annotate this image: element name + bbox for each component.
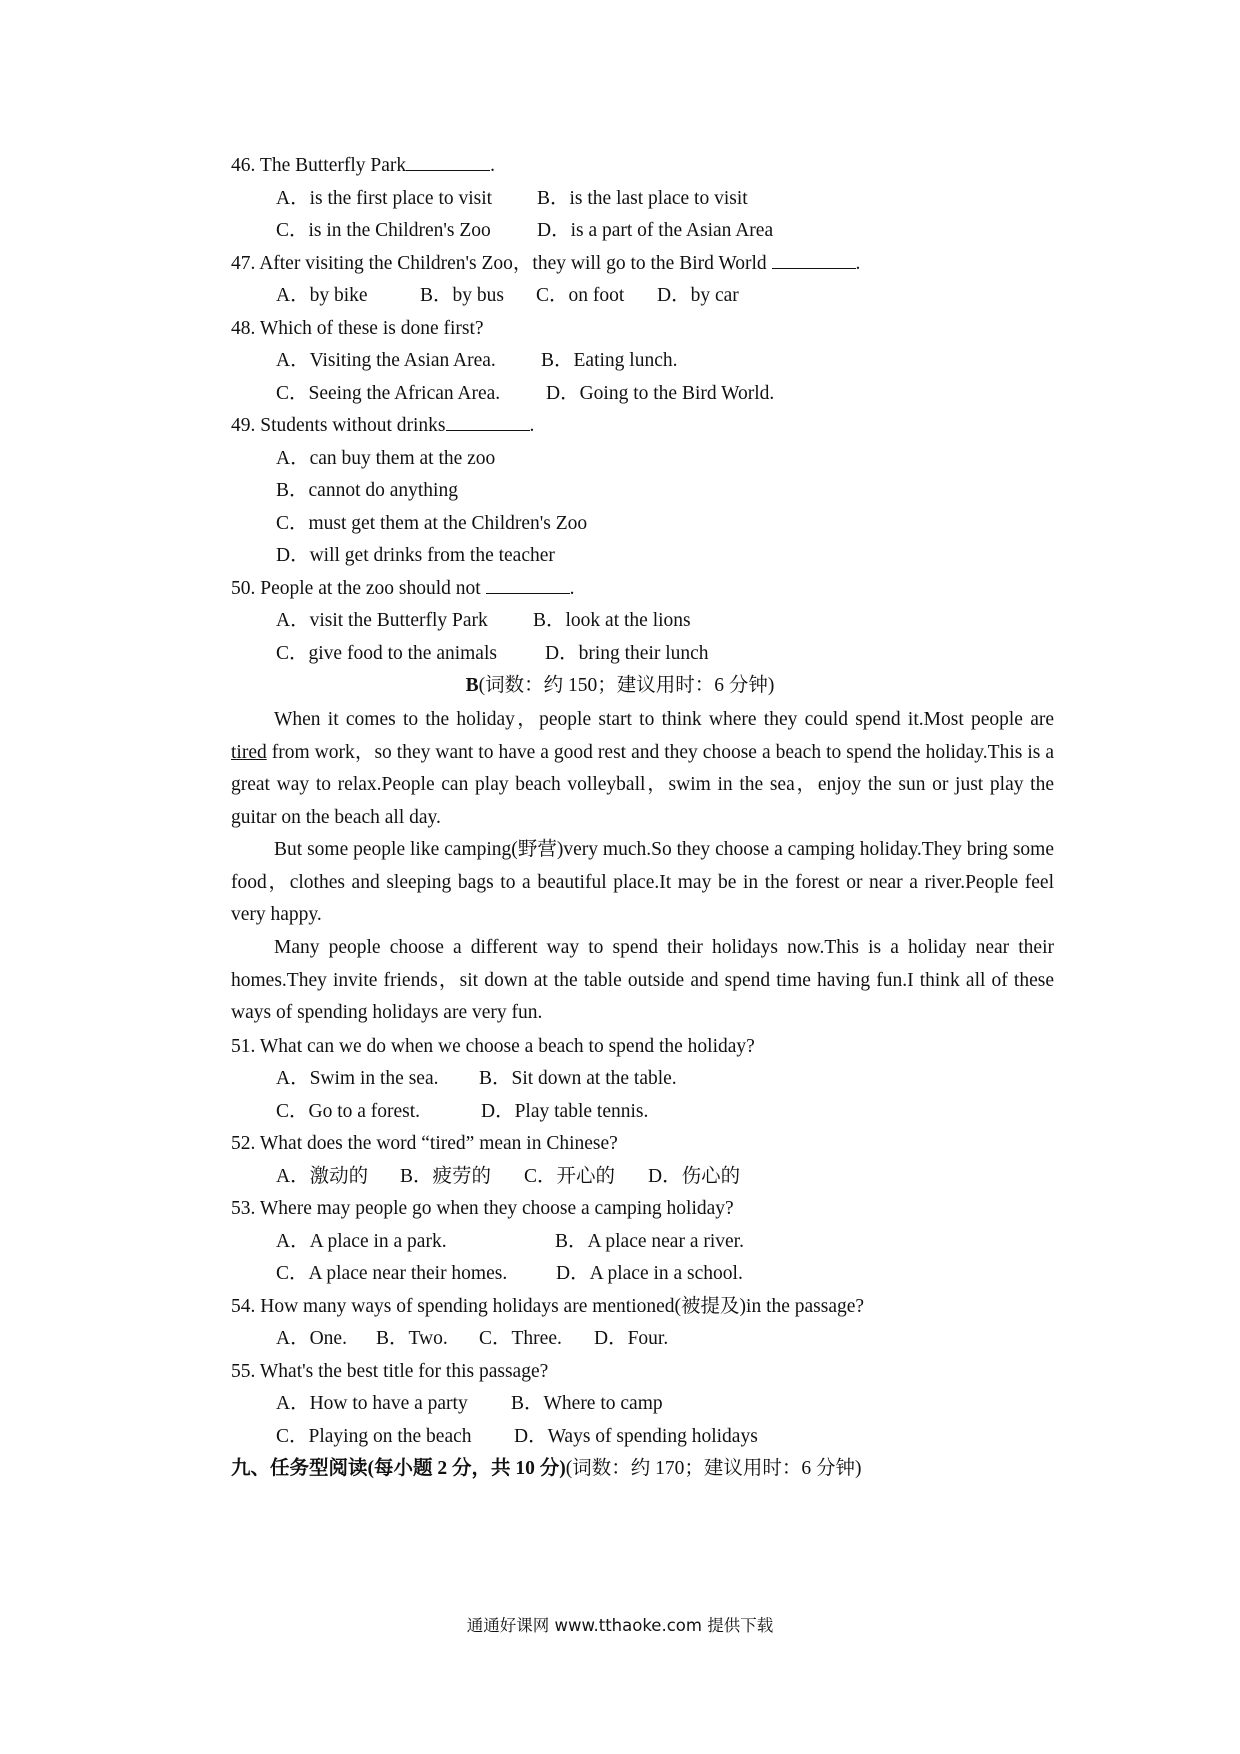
section-info: (词数：约 170；建议用时：6 分钟) [565,1458,862,1479]
question-text: Students without drinks [260,415,446,436]
question-number: 50. [231,578,256,599]
option: C．give food to the animals [276,643,497,664]
section-info: (词数：约 150；建议用时：6 分钟) [478,675,775,696]
option: B．Where to camp [511,1393,663,1414]
answer-blank [486,575,570,594]
question-text: People at the zoo should not [260,578,486,599]
question-55 [231,1358,548,1386]
option: A．visit the Butterfly Park [276,610,488,631]
question-text: What's the best title for this passage? [259,1361,549,1382]
question-47: 47. After visiting the Children's Zoo，they will go to the Bird World . [231,250,860,278]
question-number: 49. [231,415,256,436]
question-number: 47. [231,253,256,274]
option: D．A place in a school. [556,1263,743,1284]
option: D．Going to the Bird World. [546,383,775,404]
option: A．can buy them at the zoo [276,448,496,469]
option: B．A place near a river. [555,1231,744,1252]
option: B．疲劳的 [400,1166,492,1187]
option: D．bring their lunch [545,643,709,664]
answer-blank [406,152,490,171]
underlined-word: tired [231,741,267,763]
question-53 [231,1195,734,1223]
section-letter: B [465,675,479,696]
option: C．on foot [536,285,625,306]
option: C．Go to a forest. [276,1101,421,1122]
option: B．Sit down at the table. [479,1068,677,1089]
option: D．Ways of spending holidays [514,1426,758,1447]
passage-paragraph-1: When it comes to the holiday，people start to think where they could spend it.Most people are tired from work，so they want to have a good rest and they choose a beach to spend the holiday.This is a great way to relax.People can play beach volleyball，swim in the sea，enjoy the sun or just play the guitar on the beach all day. [231,709,1054,829]
option: C．Three. [479,1328,562,1349]
option: D．is a part of the Asian Area [537,220,774,241]
option: C．Seeing the African Area. [276,383,501,404]
option: C．is in the Children's Zoo [276,220,491,241]
question-number: 48. [231,318,256,339]
option: B．look at the lions [533,610,691,631]
question-text: After visiting the Children's Zoo，they will go to the Bird World [259,253,772,274]
option: A．Visiting the Asian Area. [276,350,496,371]
question-50: 50. People at the zoo should not . [231,575,574,603]
option: C．开心的 [524,1166,616,1187]
option: B．Eating lunch. [541,350,678,371]
option: B．by bus [420,285,504,306]
question-number: 54. [231,1296,256,1317]
question-text: Where may people go when they choose a camping holiday? [259,1198,734,1219]
section-b-heading [0,672,1240,700]
option: A．How to have a party [276,1393,468,1414]
option: A．by bike [276,285,368,306]
option: C．must get them at the Children's Zoo [276,513,588,534]
question-text: Which of these is done first? [259,318,484,339]
section-title: 九、任务型阅读(每小题 2 分，共 10 分) [231,1458,566,1479]
option: A．is the first place to visit [276,188,493,209]
question-text: How many ways of spending holidays are mentioned(被提及)in the passage? [260,1296,865,1317]
option: B．is the last place to visit [537,188,748,209]
passage-paragraph-3: Many people choose a different way to spend their holidays now.This is a holiday near their homes.They invite friends，sit down at the table outside and spend time having fun.I think all of these ways of spending holidays are very fun. [231,937,1054,1024]
footer-watermark: 通通好课网 www.tthaoke.com 提供下载 [466,1616,774,1635]
option: C．A place near their homes. [276,1263,508,1284]
option: D．by car [657,285,739,306]
option: B．cannot do anything [276,480,458,501]
question-text: The Butterfly Park [259,155,407,176]
question-46: 46. The Butterfly Park . [231,152,495,180]
section-9-heading [231,1455,862,1483]
question-number: 46. [231,155,256,176]
answer-blank [772,250,856,269]
question-51 [231,1033,755,1061]
option: A．Swim in the sea. [276,1068,439,1089]
question-number: 53. [231,1198,256,1219]
answer-blank [446,412,530,431]
option: B．Two. [376,1328,448,1349]
question-54 [231,1293,864,1321]
question-48 [231,315,484,343]
question-49: 49. Students without drinks . [231,412,534,440]
passage-paragraph-2: But some people like camping(野营)very much.So they choose a camping holiday.They bring some food，clothes and sleeping bags to a beautiful place.It may be in the forest or near a river.People feel very happy. [231,839,1054,926]
option: D．Play table tennis. [481,1101,649,1122]
option: A．激动的 [276,1166,369,1187]
option: D．will get drinks from the teacher [276,545,555,566]
option: C．Playing on the beach [276,1426,472,1447]
question-52 [231,1130,618,1158]
option: D．伤心的 [648,1166,741,1187]
question-number: 52. [231,1133,256,1154]
option: A．One. [276,1328,347,1349]
option: A．A place in a park. [276,1231,447,1252]
question-text: What does the word “tired” mean in Chinese? [259,1133,618,1154]
question-text: What can we do when we choose a beach to spend the holiday? [259,1036,755,1057]
option: D．Four. [594,1328,669,1349]
question-number: 51. [231,1036,256,1057]
question-number: 55. [231,1361,256,1382]
